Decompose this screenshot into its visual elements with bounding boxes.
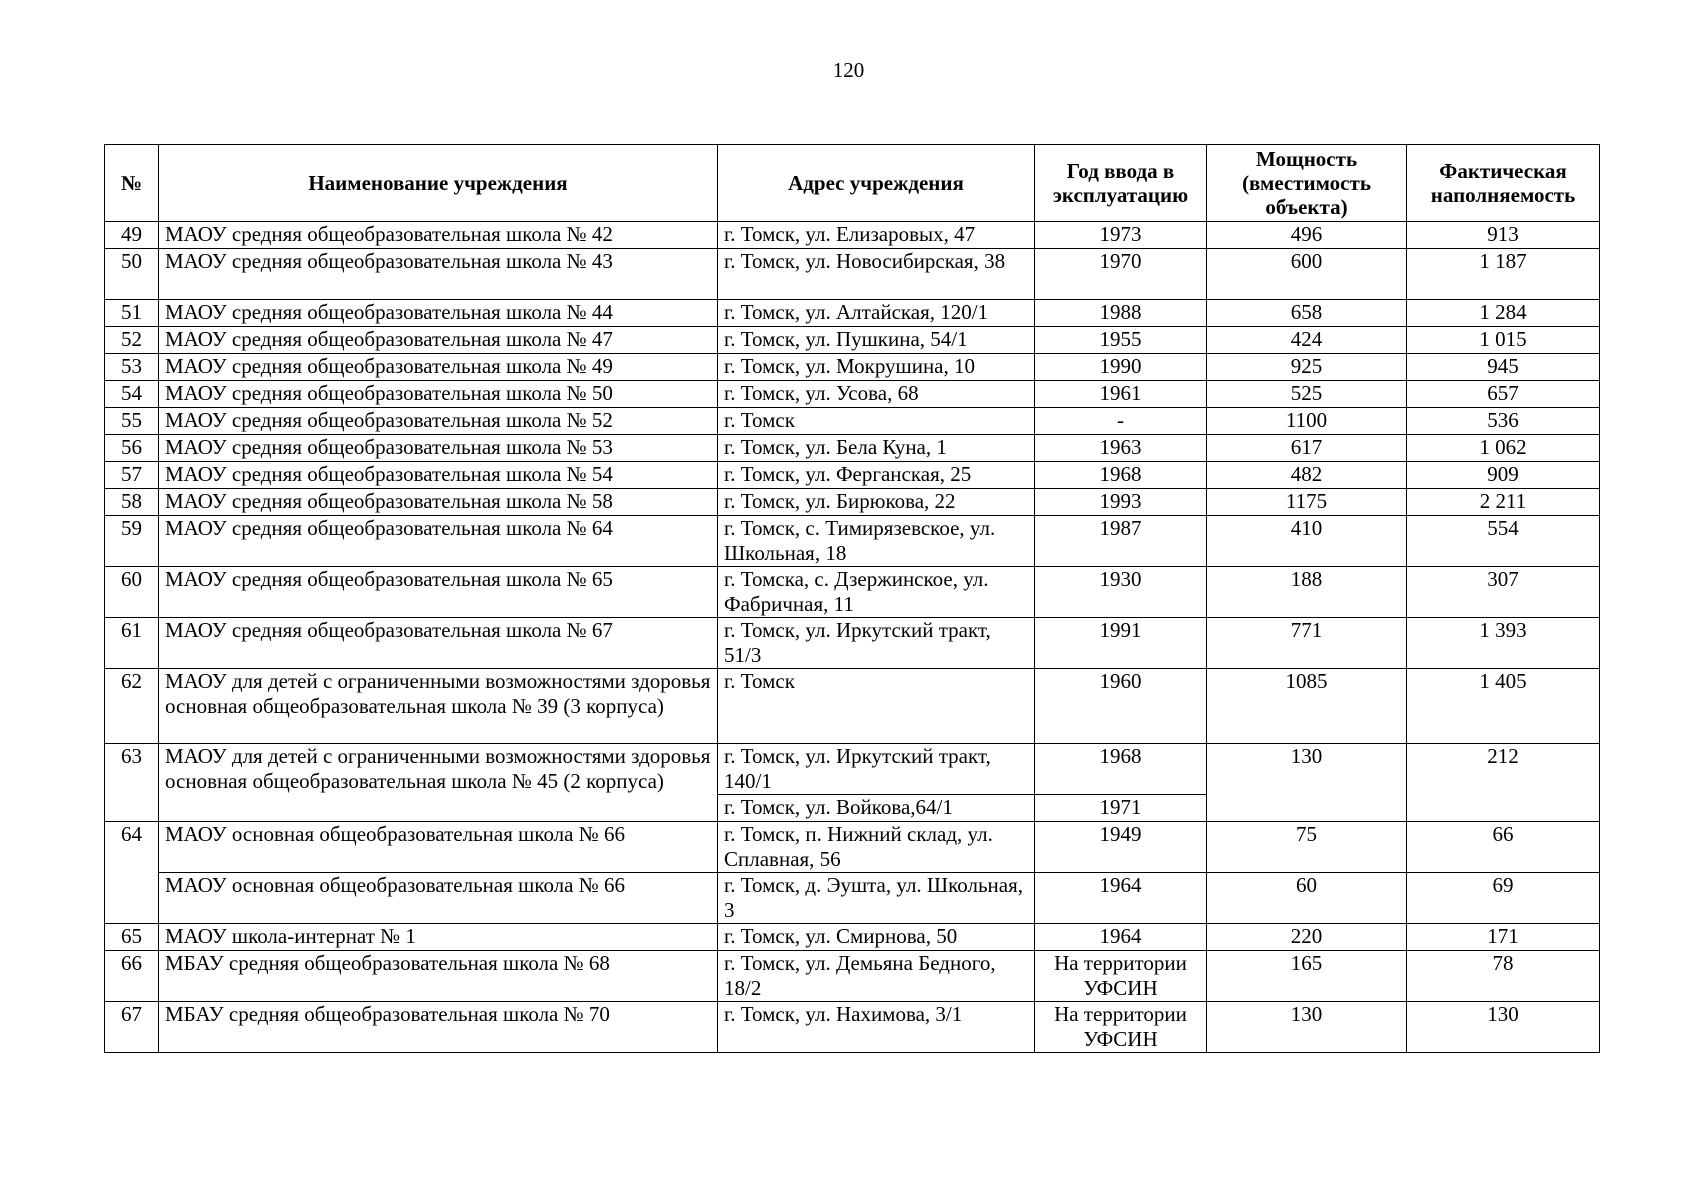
row-address: г. Томск, ул. Смирнова, 50: [718, 924, 1035, 951]
row-year: На территории УФСИН: [1035, 951, 1207, 1002]
row-actual: 536: [1407, 408, 1600, 435]
row-name: МАОУ средняя общеобразовательная школа № 49: [159, 354, 718, 381]
table-row: [105, 669, 1600, 744]
row-address: г. Томск, с. Тимирязевское, ул. Школьная, 18: [718, 516, 1035, 567]
row-name: МАОУ средняя общеобразовательная школа № 50: [159, 381, 718, 408]
row-num: 49: [105, 222, 159, 249]
row-name: МАОУ средняя общеобразовательная школа № 52: [159, 408, 718, 435]
row-year: 1968: [1035, 744, 1207, 795]
table-row: [105, 222, 1600, 249]
row-year-2: 1971: [1035, 795, 1207, 822]
row-year: 1970: [1035, 249, 1207, 300]
row-capacity: 482: [1207, 462, 1407, 489]
row-actual: 171: [1407, 924, 1600, 951]
page-number: 120: [832, 58, 865, 82]
row-num: 50: [105, 249, 159, 300]
row-address: г. Томск, ул. Мокрушина, 10: [718, 354, 1035, 381]
row-capacity: 617: [1207, 435, 1407, 462]
row-capacity: 600: [1207, 249, 1407, 300]
table-row: [105, 744, 1600, 795]
row-year: 1990: [1035, 354, 1207, 381]
row-actual: 657: [1407, 381, 1600, 408]
row-address: г. Томск, ул. Бирюкова, 22: [718, 489, 1035, 516]
row-actual: 1 405: [1407, 669, 1600, 744]
table-row: [105, 300, 1600, 327]
row-capacity: 496: [1207, 222, 1407, 249]
row-year: 1987: [1035, 516, 1207, 567]
row-actual: 130: [1407, 1002, 1600, 1053]
row-name: МАОУ средняя общеобразовательная школа № 44: [159, 300, 718, 327]
row-num: 53: [105, 354, 159, 381]
table-row: [105, 618, 1600, 669]
row-actual: 212: [1407, 744, 1600, 822]
row-num: 59: [105, 516, 159, 567]
row-year: 1961: [1035, 381, 1207, 408]
row-actual: 1 187: [1407, 249, 1600, 300]
row-capacity: 75: [1207, 822, 1407, 873]
row-name: МАОУ средняя общеобразовательная школа № 42: [159, 222, 718, 249]
row-num: 65: [105, 924, 159, 951]
row-year: На территории УФСИН: [1035, 1002, 1207, 1053]
row-capacity: 60: [1207, 873, 1407, 924]
table-row: [105, 1002, 1600, 1053]
row-capacity: 771: [1207, 618, 1407, 669]
row-address: г. Томск, ул. Новосибирская, 38: [718, 249, 1035, 300]
row-year: 1930: [1035, 567, 1207, 618]
row-num: 56: [105, 435, 159, 462]
row-address: г. Томск, ул. Елизаровых, 47: [718, 222, 1035, 249]
row-num: 54: [105, 381, 159, 408]
row-actual: 66: [1407, 822, 1600, 873]
row-address: г. Томск, ул. Иркутский тракт, 140/1: [718, 744, 1035, 795]
row-num: 62: [105, 669, 159, 744]
row-name: МАОУ для детей с ограниченными возможностями здоровья основная общеобразовательная школа № 39 (3 корпуса): [159, 669, 718, 744]
table-row: [105, 408, 1600, 435]
row-year: 1963: [1035, 435, 1207, 462]
table-row: [105, 951, 1600, 1002]
header-name: Наименование учреждения: [159, 145, 718, 222]
row-name: МАОУ средняя общеобразовательная школа № 67: [159, 618, 718, 669]
row-capacity: 1175: [1207, 489, 1407, 516]
row-year: 1993: [1035, 489, 1207, 516]
row-capacity: 130: [1207, 1002, 1407, 1053]
row-num: 58: [105, 489, 159, 516]
row-capacity: 658: [1207, 300, 1407, 327]
table-row: [105, 435, 1600, 462]
table-header-row: [105, 145, 1600, 222]
row-actual: 78: [1407, 951, 1600, 1002]
row-name: МАОУ средняя общеобразовательная школа № 43: [159, 249, 718, 300]
row-name: МАОУ средняя общеобразовательная школа № 64: [159, 516, 718, 567]
header-capacity: Мощность (вместимость объекта): [1207, 145, 1407, 222]
row-year: 1991: [1035, 618, 1207, 669]
row-num: 55: [105, 408, 159, 435]
row-name: МАОУ основная общеобразовательная школа № 66: [159, 822, 718, 873]
row-year: 1988: [1035, 300, 1207, 327]
row-actual: 2 211: [1407, 489, 1600, 516]
row-name: МБАУ средняя общеобразовательная школа № 68: [159, 951, 718, 1002]
row-year: 1964: [1035, 924, 1207, 951]
row-capacity: 188: [1207, 567, 1407, 618]
row-num: 60: [105, 567, 159, 618]
row-name: МАОУ средняя общеобразовательная школа № 54: [159, 462, 718, 489]
row-address: г. Томск, ул. Бела Куна, 1: [718, 435, 1035, 462]
row-num: 57: [105, 462, 159, 489]
row-capacity: 1085: [1207, 669, 1407, 744]
table-row: [105, 327, 1600, 354]
row-year: 1955: [1035, 327, 1207, 354]
table-row: [105, 567, 1600, 618]
row-address: г. Томск, п. Нижний склад, ул. Сплавная, 56: [718, 822, 1035, 873]
row-name: МАОУ школа-интернат № 1: [159, 924, 718, 951]
row-address: г. Томск: [718, 669, 1035, 744]
row-address: г. Томск, ул. Алтайская, 120/1: [718, 300, 1035, 327]
row-name: МБАУ средняя общеобразовательная школа № 70: [159, 1002, 718, 1053]
table-row: [105, 873, 1600, 924]
table-row: [105, 249, 1600, 300]
table-row: [105, 489, 1600, 516]
row-address: г. Томск, ул. Пушкина, 54/1: [718, 327, 1035, 354]
header-num: №: [105, 145, 159, 222]
table-row: [105, 516, 1600, 567]
row-year: 1964: [1035, 873, 1207, 924]
table-row: [105, 462, 1600, 489]
row-address: г. Томск, ул. Ферганская, 25: [718, 462, 1035, 489]
row-num: 63: [105, 744, 159, 822]
row-num: 66: [105, 951, 159, 1002]
row-year: 1973: [1035, 222, 1207, 249]
row-actual: 1 062: [1407, 435, 1600, 462]
row-capacity: 130: [1207, 744, 1407, 822]
header-actual: Фактическая наполняемость: [1407, 145, 1600, 222]
row-num: 52: [105, 327, 159, 354]
row-capacity: 220: [1207, 924, 1407, 951]
row-actual: 307: [1407, 567, 1600, 618]
row-year: 1968: [1035, 462, 1207, 489]
row-actual: 1 393: [1407, 618, 1600, 669]
row-address: г. Томска, с. Дзержинское, ул. Фабричная, 11: [718, 567, 1035, 618]
row-address: г. Томск, ул. Демьяна Бедного, 18/2: [718, 951, 1035, 1002]
row-capacity: 1100: [1207, 408, 1407, 435]
row-name: МАОУ средняя общеобразовательная школа № 47: [159, 327, 718, 354]
row-capacity: 410: [1207, 516, 1407, 567]
row-name: МАОУ для детей с ограниченными возможностями здоровья основная общеобразовательная школа № 45 (2 корпуса): [159, 744, 718, 822]
row-address: г. Томск: [718, 408, 1035, 435]
row-year: 1949: [1035, 822, 1207, 873]
row-address: г. Томск, ул. Нахимова, 3/1: [718, 1002, 1035, 1053]
row-num: 61: [105, 618, 159, 669]
row-capacity: 525: [1207, 381, 1407, 408]
row-name: МАОУ основная общеобразовательная школа № 66: [159, 873, 718, 924]
row-actual: 909: [1407, 462, 1600, 489]
row-year: -: [1035, 408, 1207, 435]
row-name: МАОУ средняя общеобразовательная школа № 53: [159, 435, 718, 462]
table-row: [105, 822, 1600, 873]
row-actual: 1 015: [1407, 327, 1600, 354]
header-year: Год ввода в эксплуатацию: [1035, 145, 1207, 222]
header-address: Адрес учреждения: [718, 145, 1035, 222]
table-row: [105, 924, 1600, 951]
row-address: г. Томск, ул. Иркутский тракт, 51/3: [718, 618, 1035, 669]
row-name: МАОУ средняя общеобразовательная школа № 58: [159, 489, 718, 516]
row-num: 64: [105, 822, 159, 924]
row-num: 67: [105, 1002, 159, 1053]
row-address-2: г. Томск, ул. Войкова,64/1: [718, 795, 1035, 822]
row-name: МАОУ средняя общеобразовательная школа № 65: [159, 567, 718, 618]
row-actual: 554: [1407, 516, 1600, 567]
row-capacity: 424: [1207, 327, 1407, 354]
row-address: г. Томск, ул. Усова, 68: [718, 381, 1035, 408]
row-capacity: 925: [1207, 354, 1407, 381]
row-actual: 945: [1407, 354, 1600, 381]
row-actual: 1 284: [1407, 300, 1600, 327]
row-year: 1960: [1035, 669, 1207, 744]
row-actual: 913: [1407, 222, 1600, 249]
row-address: г. Томск, д. Эушта, ул. Школьная, 3: [718, 873, 1035, 924]
row-actual: 69: [1407, 873, 1600, 924]
table-row: [105, 354, 1600, 381]
schools-table: [104, 144, 1600, 1053]
table-row: [105, 381, 1600, 408]
row-num: 51: [105, 300, 159, 327]
row-capacity: 165: [1207, 951, 1407, 1002]
